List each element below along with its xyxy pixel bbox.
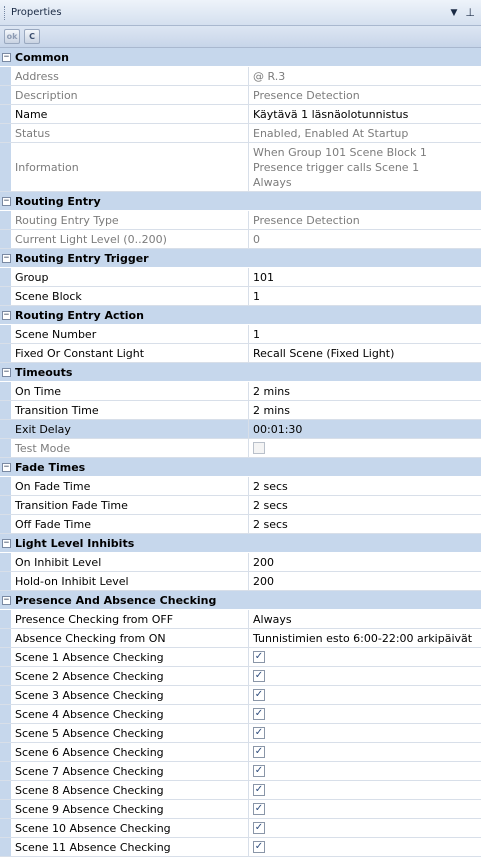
category-fade-times[interactable]: [0, 458, 481, 477]
scene-absence-checkbox[interactable]: ✓: [254, 784, 264, 795]
property-value[interactable]: 2 mins: [253, 403, 290, 417]
property-value[interactable]: 1: [253, 289, 260, 303]
property-name: Scene 6 Absence Checking: [11, 743, 249, 761]
property-name: Scene 8 Absence Checking: [11, 781, 249, 799]
property-row-test-mode[interactable]: [0, 439, 481, 458]
property-value[interactable]: 2 mins: [253, 384, 290, 398]
property-value[interactable]: Recall Scene (Fixed Light): [253, 346, 395, 360]
collapse-icon[interactable]: −: [3, 366, 10, 377]
category-presence-absence-checking[interactable]: [0, 591, 481, 610]
property-name: Scene 7 Absence Checking: [11, 762, 249, 780]
property-row-address[interactable]: [0, 67, 481, 86]
property-value[interactable]: 2 secs: [253, 479, 288, 493]
property-value[interactable]: 00:01:30: [249, 420, 481, 438]
scene-absence-checkbox[interactable]: ✓: [254, 708, 264, 719]
property-name: Off Fade Time: [11, 515, 249, 533]
property-value: Presence Detection: [253, 213, 360, 227]
property-name: Hold-on Inhibit Level: [11, 572, 249, 590]
property-value: [249, 143, 481, 191]
category-routing-entry-trigger[interactable]: [0, 249, 481, 268]
property-value: Presence Detection: [253, 88, 360, 102]
property-row-on-inhibit-level[interactable]: [0, 553, 481, 572]
property-value[interactable]: 200: [253, 555, 274, 569]
pin-icon[interactable]: ⊥: [465, 6, 475, 19]
property-name: Status: [11, 124, 249, 142]
property-name: Presence Checking from OFF: [11, 610, 249, 628]
property-name: Absence Checking from ON: [11, 629, 249, 647]
property-row-scene-absence-checking[interactable]: [0, 781, 481, 800]
collapse-icon[interactable]: −: [3, 51, 10, 62]
property-name: Scene 5 Absence Checking: [11, 724, 249, 742]
ok-button[interactable]: ok: [4, 29, 20, 44]
property-value[interactable]: Käytävä 1 läsnäolotunnistus: [253, 107, 409, 121]
property-value: @ R.3: [253, 69, 286, 83]
property-row-scene-absence-checking[interactable]: [0, 667, 481, 686]
property-row-information[interactable]: [0, 143, 481, 192]
property-name: Routing Entry Type: [11, 211, 249, 229]
property-row-fixed-or-constant-light[interactable]: [0, 344, 481, 363]
window-title: Properties: [11, 7, 62, 18]
category-label: Routing Entry Action: [15, 308, 144, 322]
scene-absence-checkbox[interactable]: ✓: [254, 765, 264, 776]
drag-grip-icon[interactable]: [4, 6, 6, 20]
property-name: Description: [11, 86, 249, 104]
property-name: Scene Block: [11, 287, 249, 305]
information-line: Always: [253, 175, 292, 189]
property-row-scene-absence-checking[interactable]: [0, 800, 481, 819]
property-row-transition-fade-time[interactable]: [0, 496, 481, 515]
collapse-icon[interactable]: −: [3, 195, 10, 206]
category-label: Fade Times: [15, 460, 86, 474]
property-name: Transition Fade Time: [11, 496, 249, 514]
property-row-scene-absence-checking[interactable]: [0, 686, 481, 705]
category-label: Routing Entry: [15, 194, 101, 208]
scene-absence-checkbox[interactable]: ✓: [254, 670, 264, 681]
toolbar: [0, 26, 481, 48]
information-line: Presence trigger calls Scene 1: [253, 160, 420, 174]
property-value[interactable]: 200: [253, 574, 274, 588]
category-label: Timeouts: [15, 365, 73, 379]
category-routing-entry[interactable]: [0, 192, 481, 211]
collapse-icon[interactable]: −: [3, 461, 10, 472]
property-row-absence-checking-from-on[interactable]: [0, 629, 481, 648]
property-row-scene-absence-checking[interactable]: [0, 705, 481, 724]
property-row-hold-on-inhibit-level[interactable]: [0, 572, 481, 591]
property-grid: [0, 48, 481, 857]
scene-absence-checkbox[interactable]: ✓: [254, 746, 264, 757]
property-name: On Fade Time: [11, 477, 249, 495]
property-row-off-fade-time[interactable]: [0, 515, 481, 534]
property-row-scene-number[interactable]: [0, 325, 481, 344]
property-row-description[interactable]: [0, 86, 481, 105]
property-value[interactable]: Always: [253, 612, 292, 626]
property-name: Name: [11, 105, 249, 123]
property-name: Exit Delay: [11, 420, 249, 438]
scene-absence-checkbox[interactable]: ✓: [254, 727, 264, 738]
category-label: Light Level Inhibits: [15, 536, 135, 550]
property-name: Address: [11, 67, 249, 85]
property-row-scene-absence-checking[interactable]: [0, 838, 481, 857]
property-value[interactable]: 101: [253, 270, 274, 284]
property-row-exit-delay[interactable]: [0, 420, 481, 439]
information-line: When Group 101 Scene Block 1: [253, 145, 427, 159]
property-value[interactable]: 1: [253, 327, 260, 341]
dropdown-arrow-icon[interactable]: ▼: [450, 7, 458, 18]
property-name: Scene 10 Absence Checking: [11, 819, 249, 837]
scene-absence-checkbox[interactable]: ✓: [254, 689, 264, 700]
property-name: Scene 2 Absence Checking: [11, 667, 249, 685]
property-name: Scene 1 Absence Checking: [11, 648, 249, 666]
property-name: Scene 9 Absence Checking: [11, 800, 249, 818]
collapse-icon[interactable]: −: [3, 594, 10, 605]
category-common[interactable]: [0, 48, 481, 67]
property-name: Transition Time: [11, 401, 249, 419]
property-name: Test Mode: [11, 439, 249, 457]
category-label: Routing Entry Trigger: [15, 251, 149, 265]
property-row-name[interactable]: [0, 105, 481, 124]
property-row-scene-absence-checking[interactable]: [0, 762, 481, 781]
property-row-scene-absence-checking[interactable]: [0, 724, 481, 743]
property-value[interactable]: 2 secs: [253, 498, 288, 512]
property-name: On Time: [11, 382, 249, 400]
property-row-current-light-level[interactable]: [0, 230, 481, 249]
property-row-group[interactable]: [0, 268, 481, 287]
collapse-icon[interactable]: −: [3, 309, 10, 320]
property-name: Scene Number: [11, 325, 249, 343]
property-row-transition-time[interactable]: [0, 401, 481, 420]
scene-absence-checkbox[interactable]: ✓: [254, 841, 264, 852]
collapse-icon[interactable]: −: [3, 252, 10, 263]
category-timeouts[interactable]: [0, 363, 481, 382]
category-routing-entry-action[interactable]: [0, 306, 481, 325]
scene-absence-checkbox[interactable]: ✓: [254, 803, 264, 814]
property-name: Fixed Or Constant Light: [11, 344, 249, 362]
scene-absence-checkbox[interactable]: ✓: [254, 822, 264, 833]
collapse-icon[interactable]: −: [3, 537, 10, 548]
property-name: Scene 3 Absence Checking: [11, 686, 249, 704]
test-mode-checkbox: [253, 442, 265, 454]
property-name: Scene 4 Absence Checking: [11, 705, 249, 723]
property-value: 0: [253, 232, 260, 246]
scene-absence-checkbox[interactable]: ✓: [254, 651, 264, 662]
property-row-scene-absence-checking[interactable]: [0, 648, 481, 667]
property-row-status[interactable]: [0, 124, 481, 143]
property-name: On Inhibit Level: [11, 553, 249, 571]
property-value: Enabled, Enabled At Startup: [253, 126, 409, 140]
property-name: Information: [11, 143, 249, 191]
property-value[interactable]: 2 secs: [253, 517, 288, 531]
category-light-level-inhibits[interactable]: [0, 534, 481, 553]
property-row-scene-block[interactable]: [0, 287, 481, 306]
property-value[interactable]: Tunnistimien esto 6:00-22:00 arkipäivät: [253, 631, 473, 645]
category-label: Common: [15, 50, 69, 64]
property-name: Current Light Level (0..200): [11, 230, 249, 248]
property-name: Scene 11 Absence Checking: [11, 838, 249, 856]
c-button[interactable]: C: [24, 29, 40, 44]
properties-title-bar: [0, 0, 481, 26]
property-row-scene-absence-checking[interactable]: [0, 819, 481, 838]
category-label: Presence And Absence Checking: [15, 593, 217, 607]
property-row-routing-entry-type[interactable]: [0, 211, 481, 230]
property-name: Group: [11, 268, 249, 286]
property-row-presence-checking-from-off[interactable]: [0, 610, 481, 629]
property-row-scene-absence-checking[interactable]: [0, 743, 481, 762]
property-row-on-time[interactable]: [0, 382, 481, 401]
property-row-on-fade-time[interactable]: [0, 477, 481, 496]
